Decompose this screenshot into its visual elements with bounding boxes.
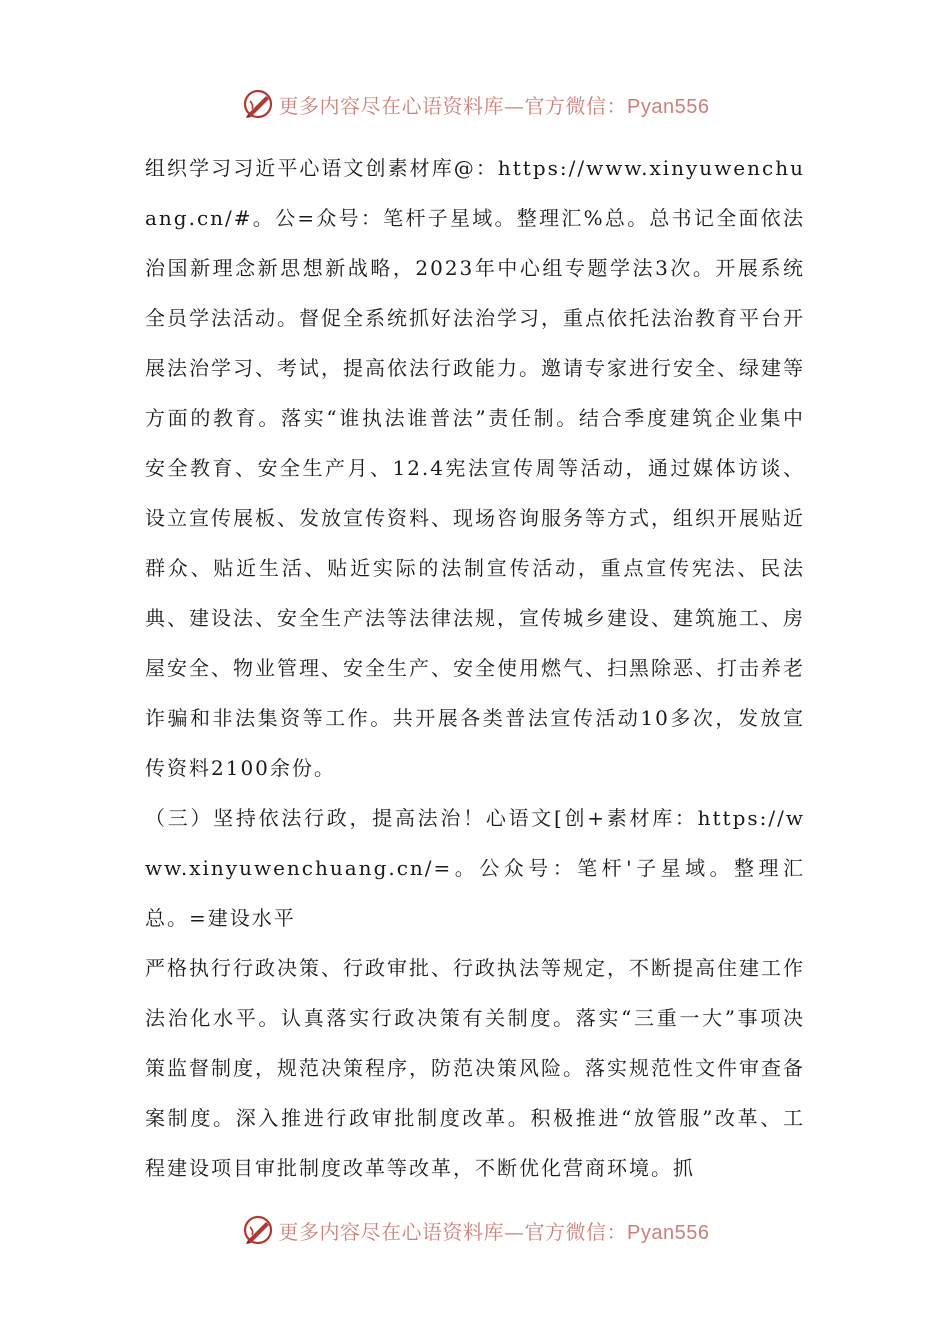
footer-banner (0, 1210, 950, 1250)
footer-wechat-id: Pyan556 (627, 1221, 710, 1244)
body-paragraph-2: 严格执行行政决策、行政审批、行政执法等规定，不断提高住建工作法治化水平。认真落实行政决策有关制度。落实“三重一大”事项决策监督制度，规范决策程序，防范决策风险。落实规范性文件审查备案制度。深入推进行政审批制度改革。积极推进“放管服”改革、工程建设项目审批制度改革等改革，不断优化营商环境。抓 (145, 956, 805, 1180)
header-banner-text: 更多内容尽在心语资料库—官方微信： (278, 93, 628, 118)
pen-logo-icon (241, 87, 275, 121)
document-body (145, 143, 805, 1193)
pen-logo-icon (241, 1213, 275, 1247)
header-wechat-id: Pyan556 (627, 95, 710, 118)
footer-banner-text: 更多内容尽在心语资料库—官方微信： (278, 1219, 628, 1244)
body-paragraph-1: 组织学习习近平心语文创素材库@：https://www.xinyuwenchuang.cn/#。公=众号：笔杆子星域。整理汇%总。总书记全面依法治国新理念新思想新战略，2023年中心组专题学法3次。开展系统全员学法活动。督促全系统抓好法治学习，重点依托法治教育平台开展法治学习、考试，提高依法行政能力。邀请专家进行安全、绿建等方面的教育。落实“谁执法谁普法”责任制。结合季度建筑企业集中安全教育、安全生产月、12.4宪法宣传周等活动，通过媒体访谈、设立宣传展板、发放宣传资料、现场咨询服务等方式，组织开展贴近群众、贴近生活、贴近实际的法制宣传活动，重点宣传宪法、民法典、建设法、安全生产法等法律法规，宣传城乡建设、建筑施工、房屋安全、物业管理、安全生产、安全使用燃气、扫黑除恶、打击养老诈骗和非法集资等工作。共开展各类普法宣传活动10多次，发放宣传资料2100余份。 (145, 156, 805, 780)
header-banner (0, 84, 950, 124)
section-heading-3: （三）坚持依法行政，提高法治！心语文[创+素材库：https://www.xinyuwenchuang.cn/=。公众号：笔杆'子星域。整理汇总。=建设水平 (145, 806, 805, 930)
